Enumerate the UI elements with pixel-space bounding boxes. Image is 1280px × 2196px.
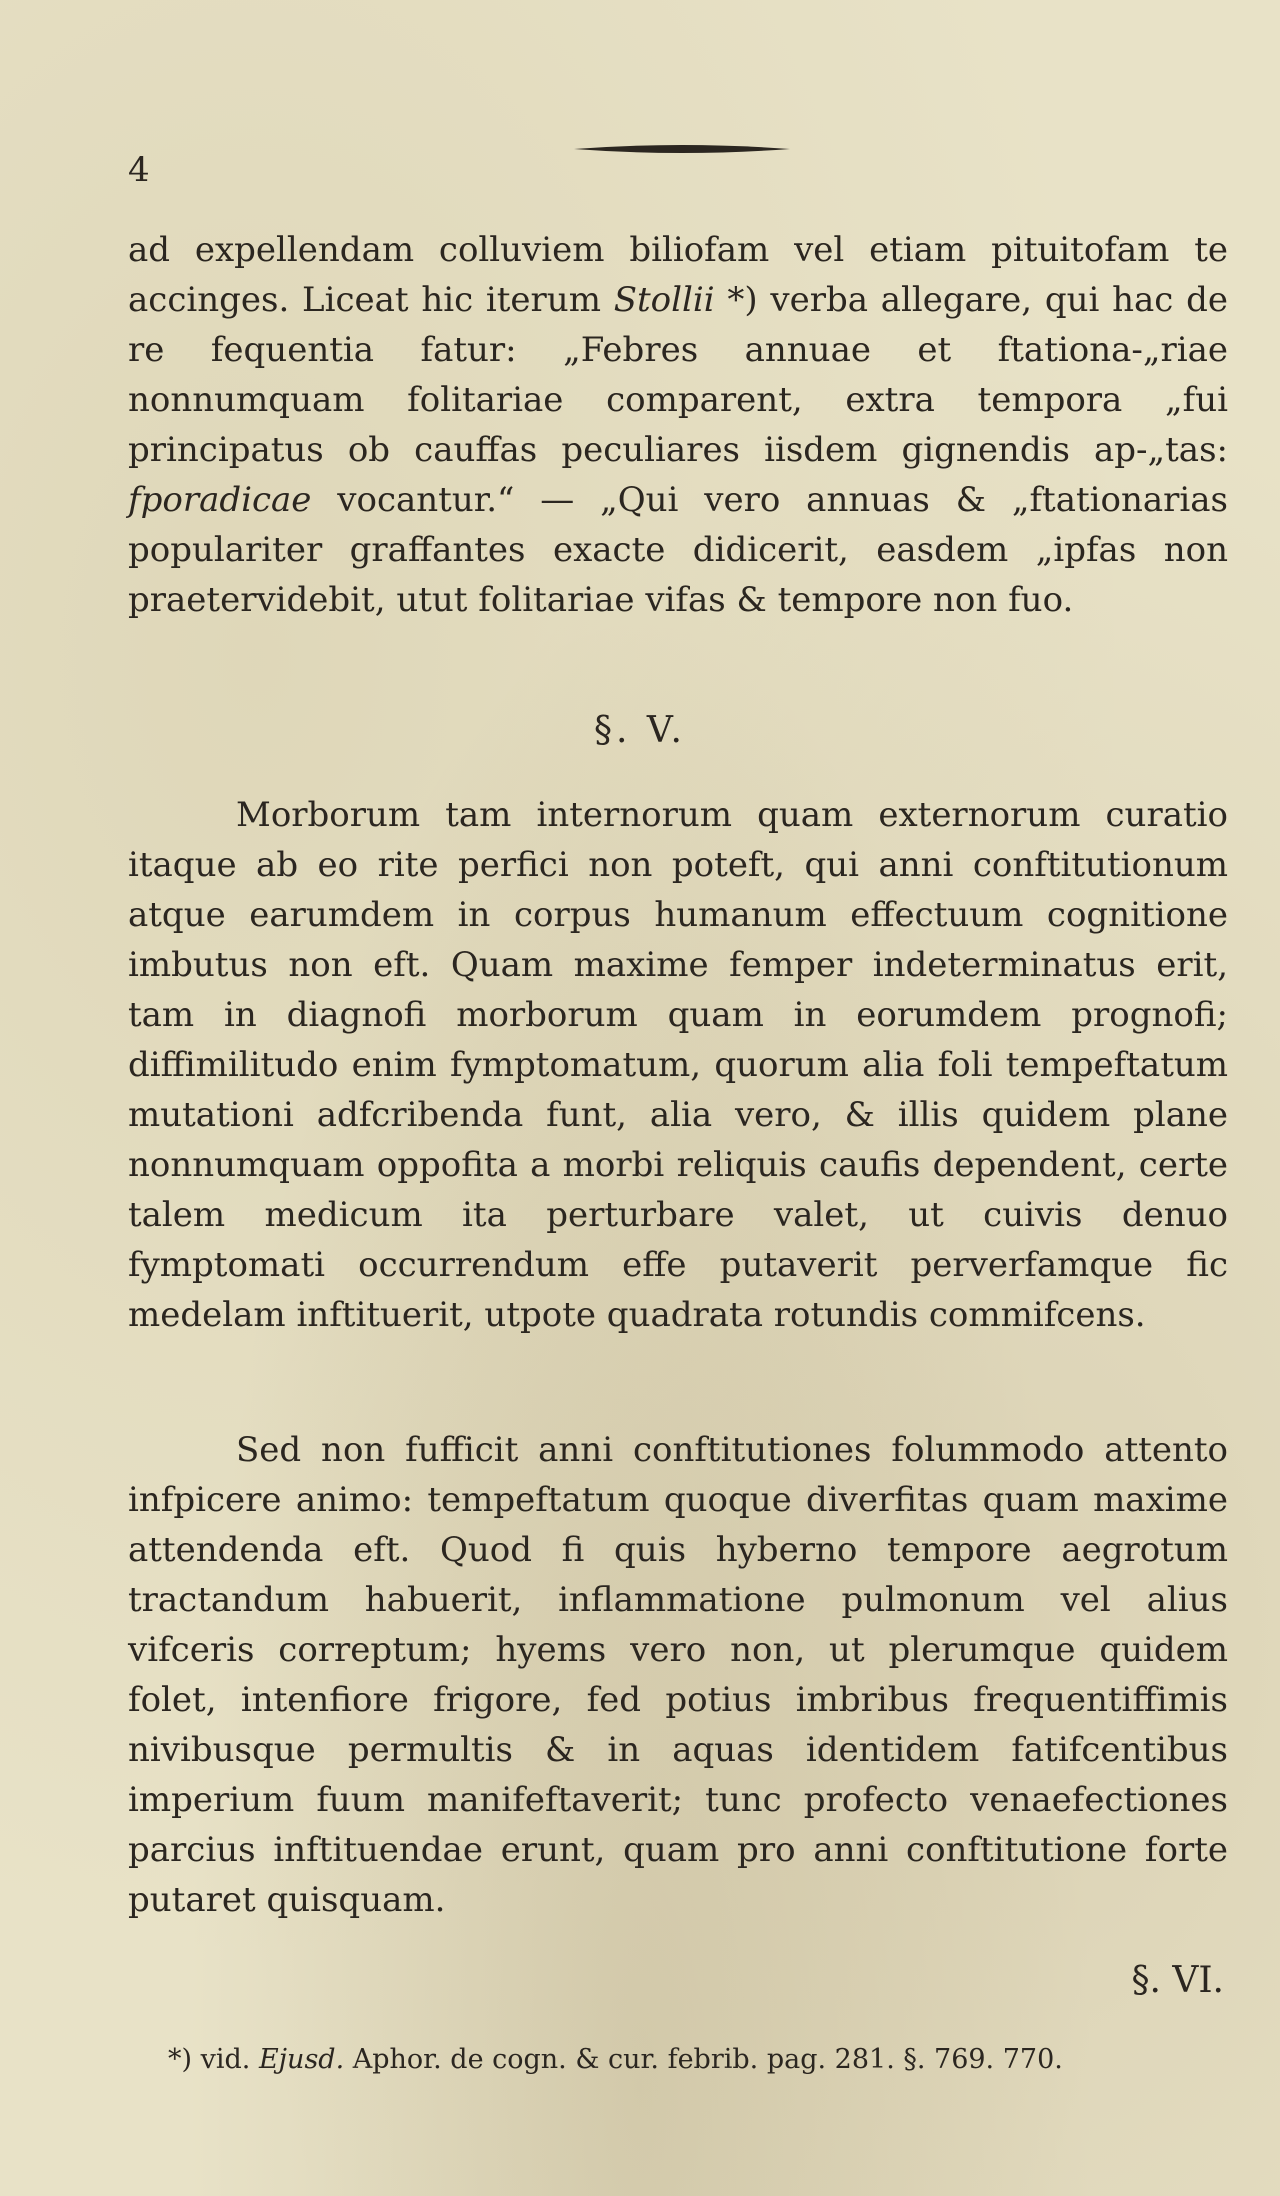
paragraph-2	[128, 790, 1228, 1340]
footnote-ejusd: Ejusd.	[258, 2044, 345, 2075]
footnote-text-c: Aphor. de cogn. & cur. febrib. pag. 281. §. 769. 770.	[344, 2044, 1063, 2075]
page-number: 4	[128, 150, 150, 190]
paragraph-1-text-a: ad expellendam colluviem biliofam vel etiam pituitofam te accinges. Liceat hic iterum	[128, 230, 1228, 320]
ornamental-rule	[574, 143, 790, 155]
paragraph-1-text-c: *) verba allegare, qui hac de re fequentia fatur: „Febres annuae et ftationa-„riae nonnumquam folitariae comparent, extra tempora „fui principatus ob cauffas peculiares iisdem gignendis ap-„tas:	[128, 280, 1228, 470]
catchword: §. VI.	[1131, 1960, 1224, 2001]
term-sporadicae: fporadicae	[128, 480, 312, 520]
paragraph-2-text: Morborum tam internorum quam externorum curatio itaque ab eo rite perfici non poteft, qui anni conftitutionum atque earumdem in corpus humanum effectuum cognitione imbutus non eft. Quam maxime femper indeterminatus erit, tam in diagnofi morborum quam in eorumdem prognofi; diffimilitudo enim fymptomatum, quorum alia foli tempeftatum mutationi adfcribenda funt, alia vero, & illis quidem plane nonnumquam oppofita a morbi reliquis caufis dependent, certe talem medicum ita perturbare valet, ut cuivis denuo fymptomati occurrendum effe putaverit perverfamque fic medelam inftituerit, utpote quadrata rotundis commifcens.	[128, 795, 1228, 1335]
paragraph-3	[128, 1425, 1228, 1925]
paragraph-1-text-e: vocantur.“ — „Qui vero annuas & „ftationarias populariter graffantes exacte didicerit, easdem „ipfas non praetervidebit, utut folitariae vifas & tempore non fuo.	[128, 480, 1228, 620]
paragraph-1	[128, 225, 1228, 625]
footnote	[168, 2040, 1218, 2080]
paragraph-3-text: Sed non fufficit anni conftitutiones folummodo attento infpicere animo: tempeftatum quoque diverfitas quam maxime attendenda eft. Quod fi quis hyberno tempore aegrotum tractandum habuerit, inflammatione pulmonum vel alius vifceris correptum; hyems vero non, ut plerumque quidem folet, intenfiore frigore, fed potius imbribus frequentiffimis nivibusque permultis & in aquas identidem fatifcentibus imperium fuum manifeftaverit; tunc profecto venaefectiones parcius inftituendae erunt, quam pro anni conftitutione forte putaret quisquam.	[128, 1430, 1228, 1920]
section-heading: §. V.	[593, 710, 687, 751]
footnote-text-a: *) vid.	[168, 2044, 259, 2075]
author-name-stollii: Stollii	[613, 280, 715, 320]
